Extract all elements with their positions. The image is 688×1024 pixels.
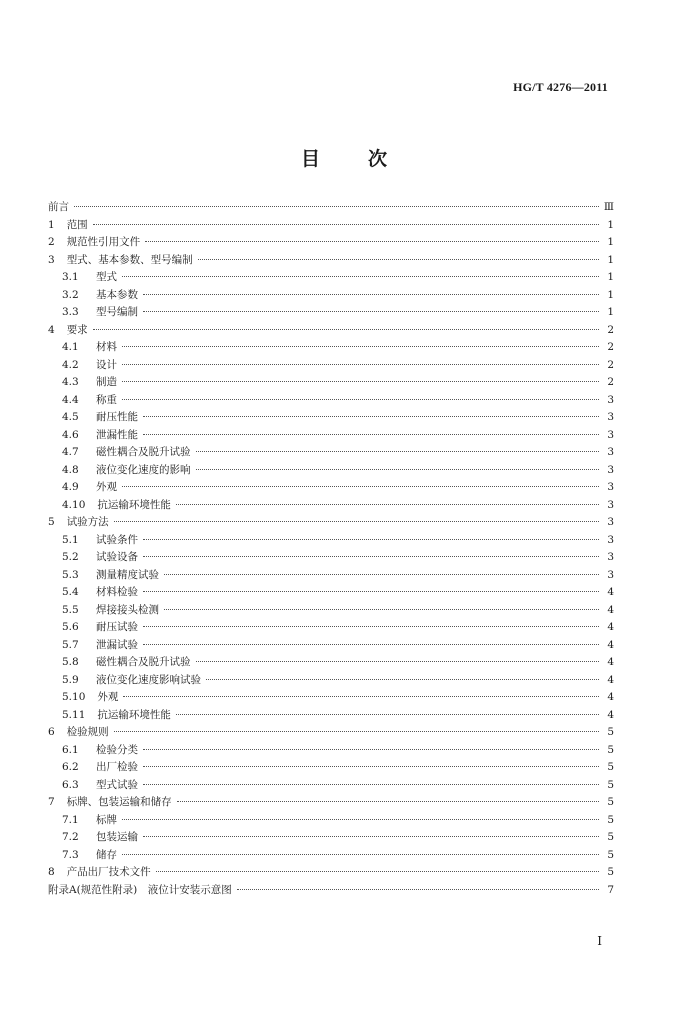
toc-entry-page: 4 — [607, 708, 614, 721]
toc-entry-title: 型式 — [96, 271, 117, 283]
toc-entry-page: 5 — [607, 726, 614, 738]
toc-entry — [48, 252, 614, 270]
toc-entry-page: 3 — [607, 428, 614, 441]
toc-entry-number: 5 — [48, 516, 55, 528]
toc-entry-title: 抗运输环境性能 — [97, 498, 171, 511]
toc-entry-title: 制造 — [96, 376, 117, 388]
toc-entry-page: 3 — [607, 568, 614, 581]
dot-leader — [143, 556, 599, 557]
toc-entry-page: 4 — [607, 638, 614, 651]
dot-leader — [143, 766, 599, 767]
toc-entry-title: 泄漏试验 — [96, 638, 138, 651]
toc-entry-title: 泄漏性能 — [96, 428, 138, 441]
toc-entry-title: 型式、基本参数、型号编制 — [66, 253, 193, 266]
toc-entry-title: 型式试验 — [96, 778, 138, 791]
toc-entry-title: 标牌 — [96, 813, 117, 826]
dot-leader — [196, 661, 600, 662]
toc-entry-number: 4.6 — [62, 428, 79, 441]
toc-entry-number: 3 — [48, 253, 55, 266]
dot-leader — [114, 731, 599, 732]
toc-entry-number: 2 — [48, 236, 55, 248]
toc-entry-number: 5.4 — [62, 586, 79, 598]
toc-entry — [48, 514, 614, 532]
toc-entry-page: 2 — [607, 323, 614, 336]
toc-entry-number: 1 — [48, 218, 55, 231]
toc-entry — [48, 409, 614, 427]
toc-entry-number: 5.5 — [62, 603, 79, 616]
toc-entry-title: 耐压性能 — [96, 411, 138, 423]
table-of-contents — [48, 199, 614, 899]
toc-entry-number: 4.5 — [62, 411, 79, 423]
toc-entry-title: 包装运输 — [96, 831, 138, 843]
dot-leader — [122, 819, 599, 820]
toc-entry-number: 6.1 — [62, 743, 79, 756]
toc-entry — [48, 532, 614, 550]
toc-entry-title: 试验设备 — [96, 551, 138, 563]
dot-leader — [176, 714, 599, 715]
toc-entry-title: 检验分类 — [96, 743, 138, 756]
dot-leader — [143, 836, 599, 837]
toc-entry-number: 7 — [48, 796, 55, 808]
dot-leader — [143, 416, 599, 417]
page-title — [0, 144, 688, 171]
toc-entry-number: 6.3 — [62, 778, 79, 791]
toc-entry-title: 抗运输环境性能 — [97, 708, 171, 721]
toc-entry-title: 试验方法 — [66, 516, 109, 528]
toc-entry-page: 2 — [607, 341, 614, 353]
toc-entry-title: 产品出厂技术文件 — [66, 866, 151, 878]
dot-leader — [143, 591, 599, 592]
toc-entry-number: 7.3 — [62, 848, 79, 861]
toc-entry-number: 5.3 — [62, 568, 79, 581]
toc-entry-page: 5 — [607, 761, 614, 773]
toc-entry-page: 3 — [607, 551, 614, 563]
toc-entry-title: 磁性耦合及脱升试验 — [96, 446, 191, 458]
toc-entry-number: 6.2 — [62, 761, 79, 773]
toc-entry — [48, 584, 614, 602]
toc-entry-title: 磁性耦合及脱升试验 — [96, 656, 191, 668]
dot-leader — [143, 749, 599, 750]
toc-entry-number: 6 — [48, 726, 55, 738]
toc-entry — [48, 742, 614, 760]
dot-leader — [164, 574, 599, 575]
toc-entry-page: 4 — [607, 603, 614, 616]
toc-entry — [48, 567, 614, 585]
toc-entry-page: 5 — [607, 813, 614, 826]
toc-entry-title: 范围 — [66, 218, 88, 231]
dot-leader — [143, 311, 599, 312]
toc-entry-number: 4.4 — [62, 393, 79, 406]
dot-leader — [177, 801, 599, 802]
dot-leader — [74, 206, 599, 207]
toc-entry-title: 液位变化速度的影响 — [96, 463, 191, 476]
toc-entry-title: 要求 — [66, 323, 88, 336]
dot-leader — [143, 539, 599, 540]
toc-entry — [48, 444, 614, 462]
toc-entry-page: 3 — [607, 481, 614, 493]
dot-leader — [198, 259, 599, 260]
toc-entry — [48, 637, 614, 655]
dot-leader — [93, 224, 599, 225]
toc-entry-title: 储存 — [96, 848, 117, 861]
toc-entry-number: 7.2 — [62, 831, 79, 843]
toc-entry-number: 5.7 — [62, 638, 79, 651]
dot-leader — [143, 784, 599, 785]
toc-entry-title: 基本参数 — [96, 288, 138, 301]
dot-leader — [143, 644, 599, 645]
dot-leader — [176, 504, 599, 505]
toc-entry-title: 外观 — [96, 481, 117, 493]
toc-entry-number: 5.8 — [62, 656, 79, 668]
toc-entry-title: 称重 — [96, 393, 117, 406]
toc-entry — [48, 882, 614, 900]
dot-leader — [143, 626, 599, 627]
toc-entry-page: 3 — [607, 498, 614, 511]
toc-entry — [48, 602, 614, 620]
dot-leader — [122, 854, 599, 855]
toc-entry-title: 标牌、包装运输和储存 — [66, 796, 172, 808]
dot-leader — [122, 381, 599, 382]
toc-entry-number: 8 — [48, 866, 55, 878]
toc-entry-title: 试验条件 — [96, 533, 138, 546]
toc-entry — [48, 374, 614, 392]
toc-entry-number: 5.10 — [62, 691, 86, 703]
dot-leader — [143, 294, 599, 295]
toc-entry — [48, 322, 614, 340]
toc-entry — [48, 234, 614, 252]
dot-leader — [206, 679, 599, 680]
toc-entry-number: 4.9 — [62, 481, 79, 493]
toc-entry-page: 3 — [607, 516, 614, 528]
toc-entry-number: 5.11 — [62, 708, 86, 721]
toc-entry — [48, 304, 614, 322]
toc-entry-page: 3 — [607, 533, 614, 546]
toc-entry-title: 附录A(规范性附录) 液位计安装示意图 — [48, 883, 232, 896]
toc-entry — [48, 549, 614, 567]
toc-entry-page: 1 — [607, 218, 614, 231]
dot-leader — [122, 399, 599, 400]
toc-entry-title: 材料 — [96, 341, 117, 353]
toc-entry — [48, 689, 614, 707]
toc-entry-title: 液位变化速度影响试验 — [96, 673, 201, 686]
toc-entry — [48, 707, 614, 725]
toc-entry-number: 5.1 — [62, 533, 79, 546]
dot-leader — [237, 889, 599, 890]
toc-entry-page: 3 — [607, 393, 614, 406]
title-char-1: 目 — [300, 148, 320, 170]
dot-leader — [145, 241, 599, 242]
toc-entry — [48, 812, 614, 830]
toc-entry-title: 焊接接头检测 — [96, 603, 159, 616]
toc-entry — [48, 217, 614, 235]
toc-entry-page: 5 — [607, 866, 614, 878]
toc-entry-title: 规范性引用文件 — [66, 236, 141, 248]
toc-entry — [48, 269, 614, 287]
toc-entry — [48, 777, 614, 795]
dot-leader — [143, 434, 599, 435]
toc-entry-number: 4.10 — [62, 498, 86, 511]
toc-entry — [48, 427, 614, 445]
toc-entry-page: 1 — [607, 271, 614, 283]
toc-entry — [48, 287, 614, 305]
toc-entry-page: 4 — [607, 656, 614, 668]
toc-entry-page: 5 — [607, 831, 614, 843]
dot-leader — [122, 276, 599, 277]
dot-leader — [164, 609, 599, 610]
dot-leader — [196, 469, 600, 470]
toc-entry-page: Ⅲ — [603, 201, 614, 213]
toc-entry — [48, 829, 614, 847]
toc-entry-number: 5.9 — [62, 673, 79, 686]
toc-entry-number: 4.3 — [62, 376, 79, 388]
dot-leader — [122, 486, 599, 487]
dot-leader — [196, 451, 600, 452]
toc-entry — [48, 794, 614, 812]
toc-entry-number: 4.8 — [62, 463, 79, 476]
toc-entry-page: 5 — [607, 743, 614, 756]
toc-entry — [48, 672, 614, 690]
toc-entry-page: 5 — [607, 796, 614, 808]
toc-entry-title: 出厂检验 — [96, 761, 138, 773]
dot-leader — [122, 346, 599, 347]
toc-entry-number: 4.7 — [62, 446, 79, 458]
dot-leader — [114, 521, 599, 522]
toc-entry-page: 3 — [607, 411, 614, 423]
toc-entry-page: 1 — [607, 253, 614, 266]
toc-entry-number: 3.1 — [62, 271, 79, 283]
toc-entry-number: 3.2 — [62, 288, 79, 301]
toc-entry-page: 2 — [607, 376, 614, 388]
toc-entry-title: 前言 — [48, 201, 69, 213]
toc-entry-number: 4 — [48, 323, 55, 336]
toc-entry — [48, 654, 614, 672]
toc-entry-number: 4.1 — [62, 341, 79, 353]
toc-entry-page: 1 — [607, 288, 614, 301]
title-char-2: 次 — [368, 148, 388, 170]
toc-entry-title: 设计 — [96, 358, 117, 371]
toc-entry-page: 4 — [607, 673, 614, 686]
toc-entry-page: 1 — [607, 306, 614, 318]
toc-entry — [48, 199, 614, 217]
toc-entry-page: 1 — [607, 236, 614, 248]
toc-entry — [48, 759, 614, 777]
toc-entry-page: 3 — [607, 446, 614, 458]
toc-entry-number: 5.6 — [62, 621, 79, 633]
toc-entry-title: 型号编制 — [96, 306, 138, 318]
toc-entry — [48, 479, 614, 497]
toc-entry-title: 外观 — [97, 691, 119, 703]
toc-entry-page: 4 — [607, 586, 614, 598]
toc-entry — [48, 462, 614, 480]
toc-entry — [48, 864, 614, 882]
toc-entry — [48, 619, 614, 637]
toc-entry-title: 材料检验 — [96, 586, 138, 598]
toc-entry — [48, 357, 614, 375]
dot-leader — [156, 871, 599, 872]
toc-entry-number: 7.1 — [62, 813, 79, 826]
dot-leader — [93, 329, 599, 330]
dot-leader — [122, 364, 599, 365]
toc-entry-page: 2 — [607, 358, 614, 371]
toc-entry-page: 5 — [607, 778, 614, 791]
toc-entry — [48, 497, 614, 515]
toc-entry-title: 检验规则 — [66, 726, 109, 738]
toc-entry — [48, 392, 614, 410]
toc-entry-page: 5 — [607, 848, 614, 861]
toc-entry — [48, 339, 614, 357]
toc-entry-number: 3.3 — [62, 306, 79, 318]
toc-entry-number: 4.2 — [62, 358, 79, 371]
toc-entry-number: 5.2 — [62, 551, 79, 563]
toc-entry — [48, 847, 614, 865]
toc-entry-page: 4 — [607, 621, 614, 633]
toc-entry-title: 测量精度试验 — [96, 568, 159, 581]
standard-code: HG/T 4276—2011 — [513, 80, 608, 94]
toc-entry-page: 3 — [607, 463, 614, 476]
toc-entry-title: 耐压试验 — [96, 621, 138, 633]
page-number: I — [597, 934, 602, 948]
toc-entry-page: 7 — [607, 883, 614, 896]
toc-entry — [48, 724, 614, 742]
toc-entry-page: 4 — [607, 691, 614, 703]
dot-leader — [123, 696, 599, 697]
